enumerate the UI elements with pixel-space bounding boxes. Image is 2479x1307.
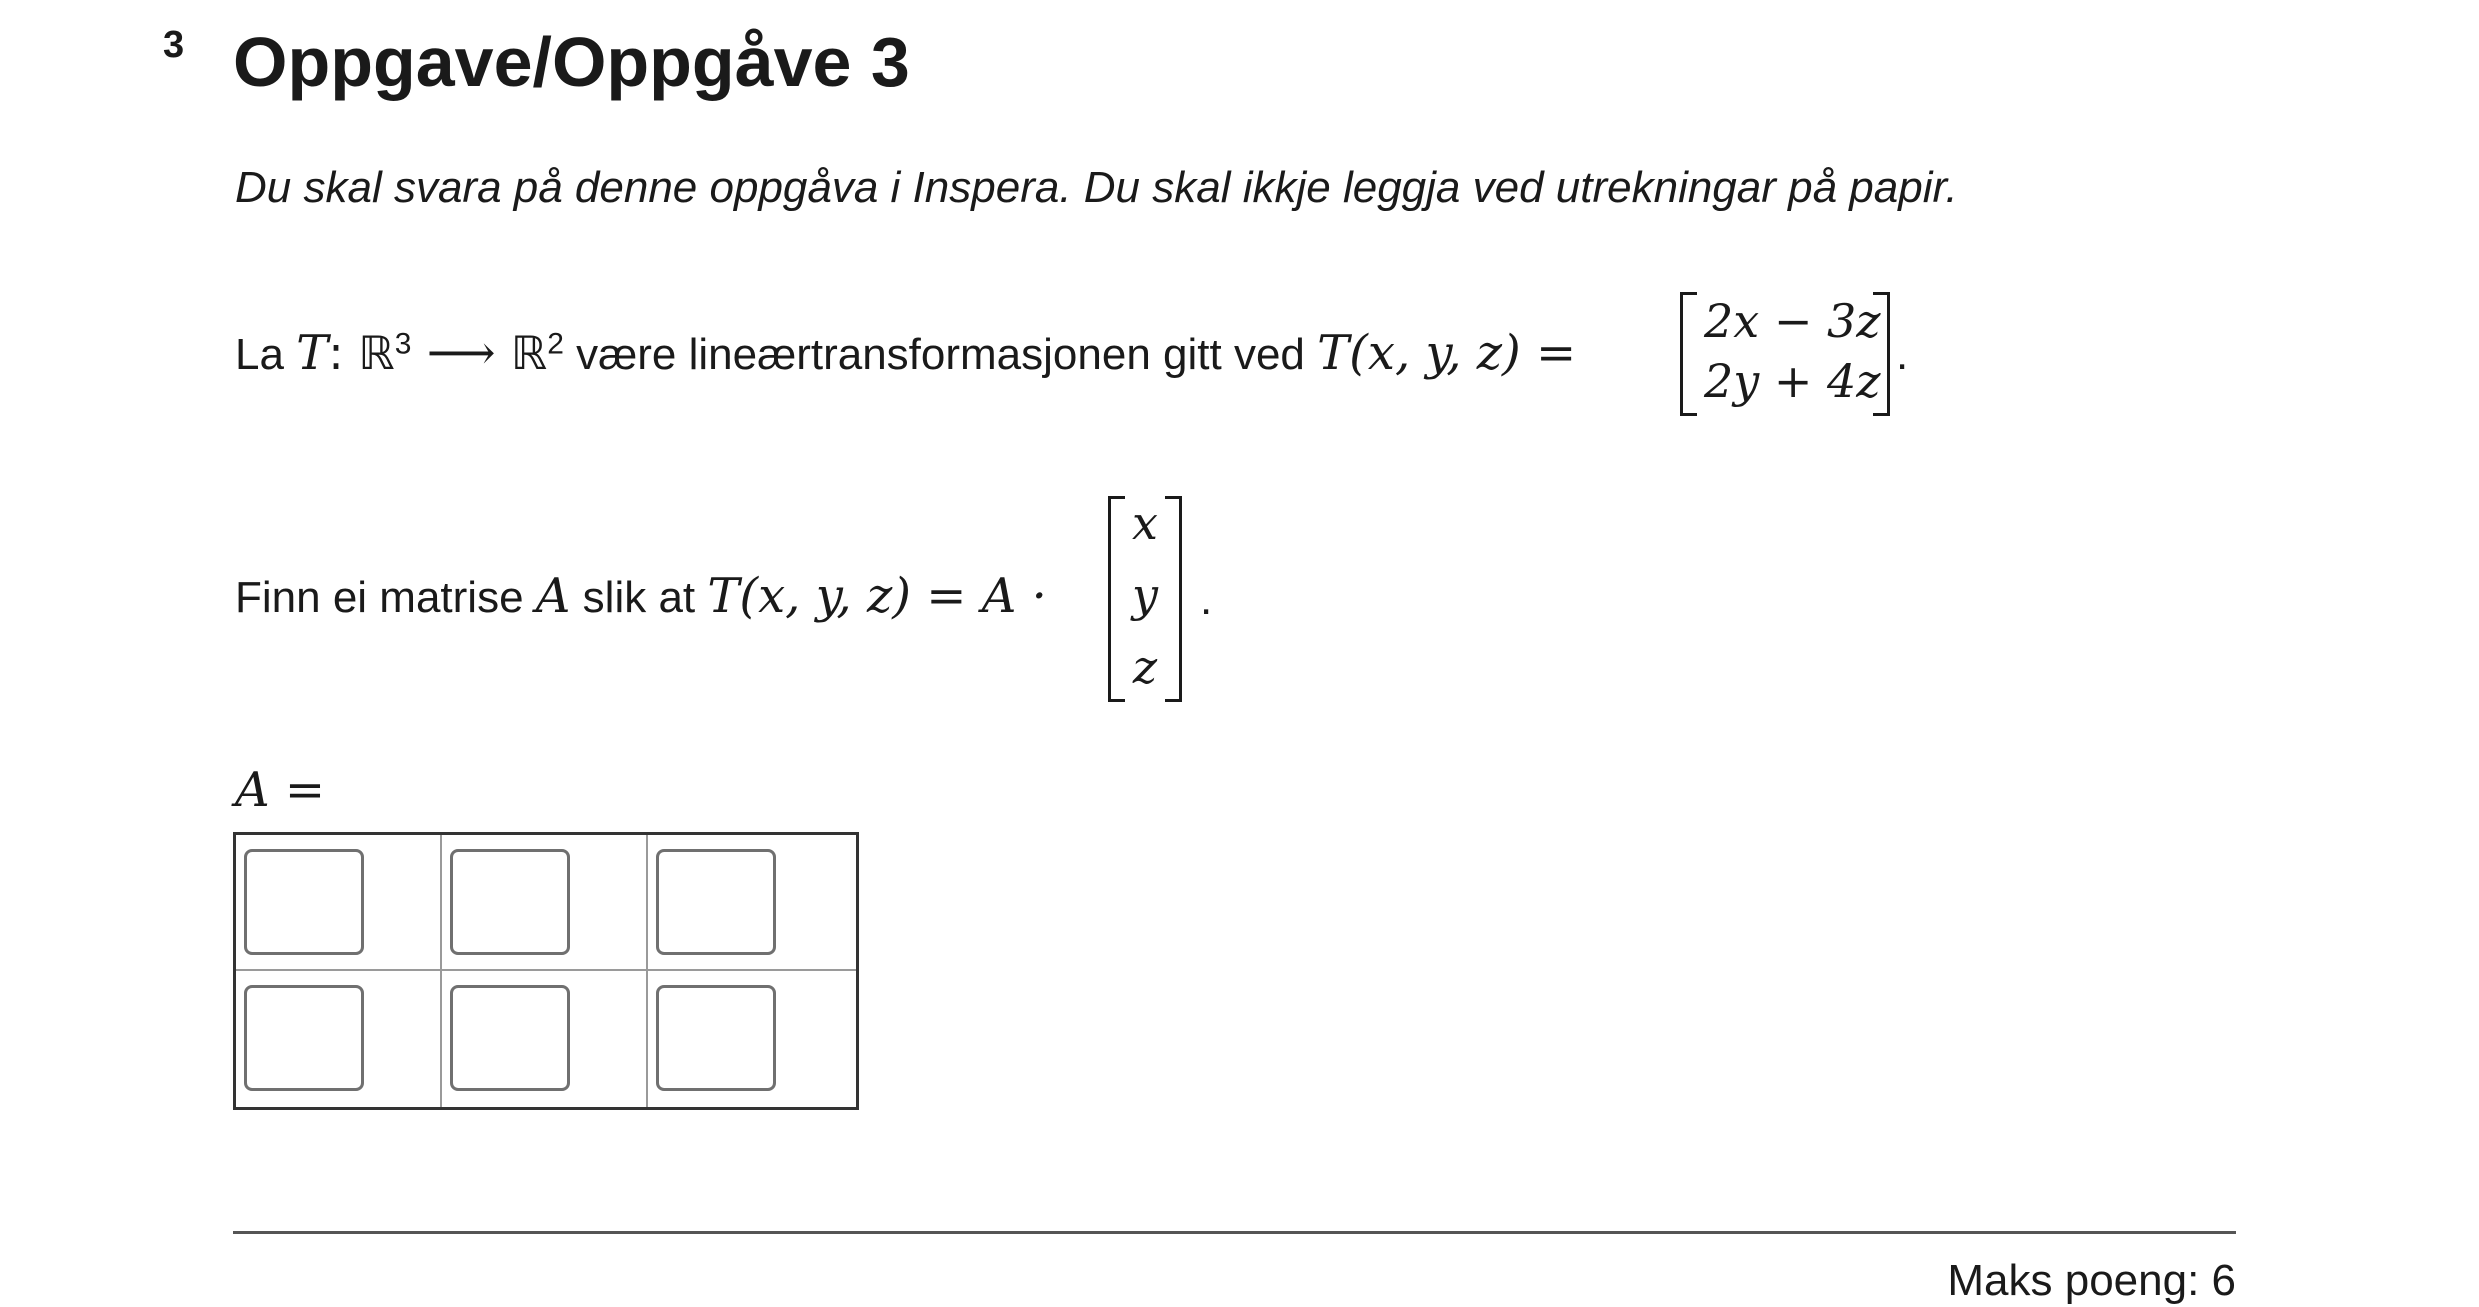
max-points: Maks poeng: 6	[1947, 1256, 2236, 1305]
statement-prefix: La	[235, 330, 297, 379]
answer-cell	[442, 971, 648, 1107]
answer-cell	[236, 835, 442, 971]
matrix-row-1: 2x − 3z	[1704, 294, 1881, 348]
task-A: A	[535, 568, 571, 624]
statement-period: .	[1896, 330, 1909, 379]
transformation-matrix	[1680, 292, 1890, 416]
statement-T: T	[296, 325, 329, 381]
vector-z: z	[1132, 640, 1158, 694]
task-equation: T(x, y, z) = A ·	[707, 568, 1047, 624]
task-line	[235, 568, 1047, 626]
question-number: 3	[163, 24, 185, 66]
vector-y: y	[1132, 568, 1158, 622]
answer-cell	[236, 971, 442, 1107]
task-middle: slik at	[570, 573, 708, 622]
statement-T-of: T(x, y, z) =	[1317, 325, 1577, 381]
statement-codomain: ℝ	[510, 326, 548, 380]
answer-cell	[648, 835, 856, 971]
answer-cell	[648, 971, 856, 1107]
statement-middle: være lineærtransformasjonen gitt ved	[563, 330, 1318, 379]
answer-input-r2-c3[interactable]	[656, 985, 776, 1091]
left-bracket	[1680, 292, 1697, 416]
statement-domain: : ℝ	[328, 326, 395, 380]
question-title: Oppgave/Oppgåve 3	[233, 23, 910, 101]
right-bracket	[1873, 292, 1890, 416]
answer-input-r2-c1[interactable]	[244, 985, 364, 1091]
xyz-vector	[1108, 496, 1182, 702]
answer-input-r1-c1[interactable]	[244, 849, 364, 955]
task-period: .	[1200, 575, 1213, 624]
matrix-row-2: 2y + 4z	[1704, 354, 1881, 408]
vector-x: x	[1132, 496, 1158, 550]
statement-arrow: ⟶	[411, 325, 511, 381]
answer-input-r2-c2[interactable]	[450, 985, 570, 1091]
footer-divider	[233, 1231, 2236, 1234]
answer-matrix-grid	[233, 832, 859, 1110]
left-bracket	[1108, 496, 1125, 702]
answer-label: A =	[235, 762, 326, 818]
right-bracket	[1165, 496, 1182, 702]
task-prefix: Finn ei matrise	[235, 573, 536, 622]
answer-input-r1-c2[interactable]	[450, 849, 570, 955]
answer-cell	[442, 835, 648, 971]
answer-input-r1-c3[interactable]	[656, 849, 776, 955]
statement-codomain-exp: 2	[547, 327, 564, 361]
instruction-text: Du skal svara på denne oppgåva i Inspera. Du skal ikkje leggja ved utrekningar på papir.	[235, 163, 1958, 212]
statement-domain-exp: 3	[394, 327, 412, 361]
statement-line	[235, 325, 1576, 383]
